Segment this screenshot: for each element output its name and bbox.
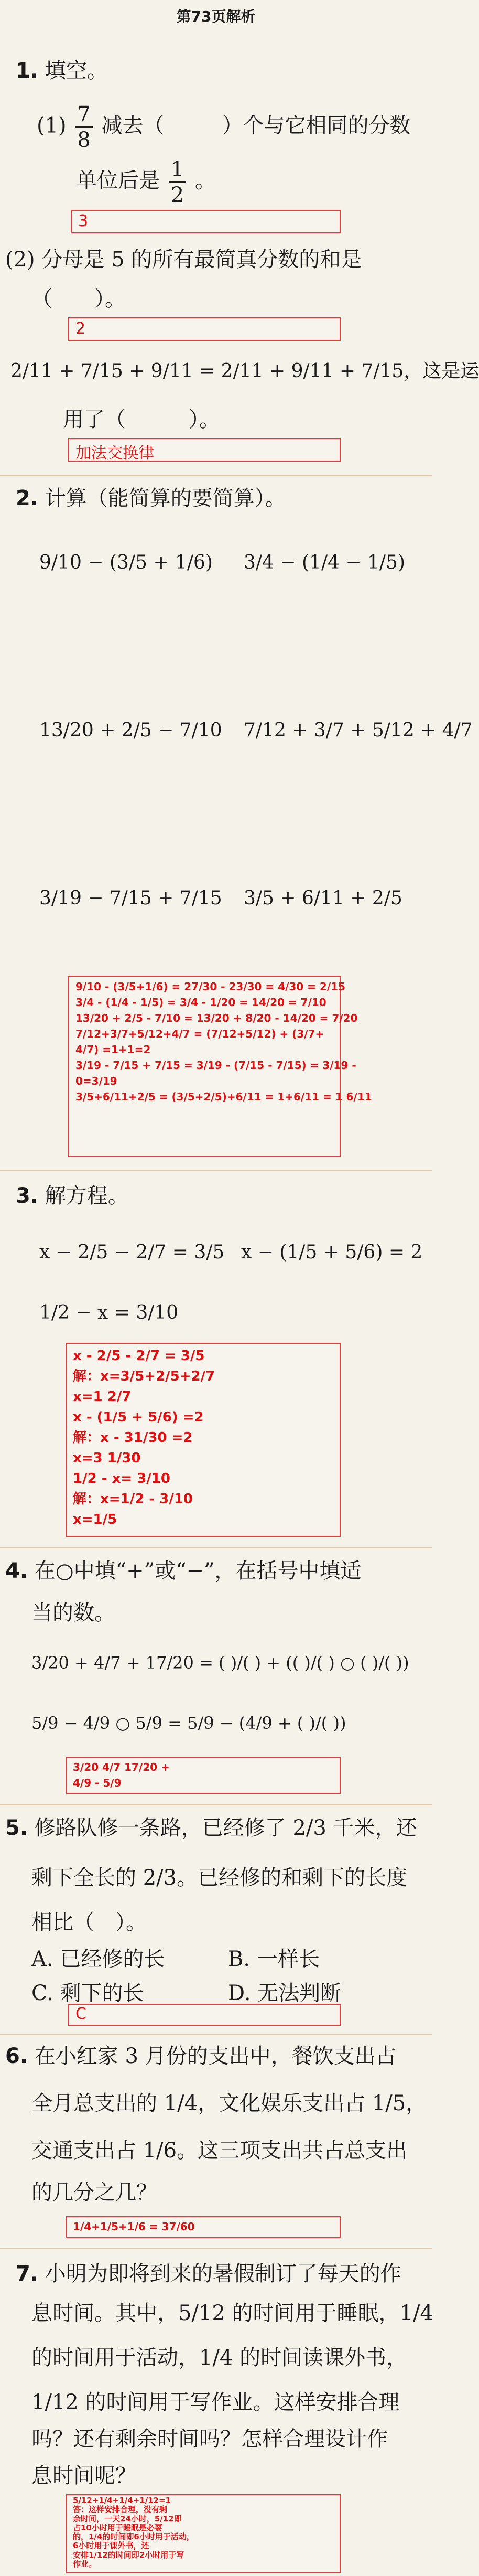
q7-line-3: 的时间用于活动，1/4 的时间读课外书， xyxy=(31,2346,408,2370)
q1-sub1-answer-box: 3 xyxy=(71,210,341,233)
q4-answer-box: 3/20 4/7 17/20 + 4/9 - 5/9 xyxy=(66,1757,341,1794)
q3-answer-box: x - 2/5 - 2/7 = 3/5 解：x=3/5+2/5+2/7 x=1 2/7 x - (1/5 + 5/6) =2 解：x - 31/30 =2 x=3 1/30 1/2 - x= 3/10 解：x=1/2 - 3/10 x=1/5 xyxy=(66,1343,341,1537)
q4-heading-line2: 当的数。 xyxy=(31,1601,115,1625)
q2-item-4: 7/12 + 3/7 + 5/12 + 4/7 xyxy=(244,720,473,741)
q1-sub3-answer-box: 加法交换律 xyxy=(68,438,341,462)
q3-eq-3: 1/2 − x = 3/10 xyxy=(39,1302,179,1323)
q3-eq-2: x − (1/5 + 5/6) = 2 xyxy=(241,1242,423,1263)
q5-line-3: 相比（ ）。 xyxy=(31,1910,147,1934)
q7-line-2: 息时间。其中，5/12 的时间用于睡眠，1/4 xyxy=(31,2301,433,2325)
q5-line-2: 剩下全长的 2/3。已经修的和剩下的长度 xyxy=(31,1866,408,1890)
fraction: $\frac{1}{2}$ xyxy=(169,157,186,207)
q1-sub2-line2: （ ）。 xyxy=(31,287,126,311)
q1-sub1-line2: 单位后是 $\frac{1}{2}$ 。 xyxy=(76,157,216,207)
q1-sub2-answer-box: 2 xyxy=(68,317,341,341)
q4-eq-1: 3/20 + 4/7 + 17/20 = ( )/( ) + (( )/( ) ○ ( )/( )) xyxy=(31,1653,409,1673)
q4-eq-2: 5/9 − 4/9 ○ 5/9 = 5/9 − (4/9 + ( )/( )) xyxy=(31,1713,346,1733)
q5-option-d: D. 无法判断 xyxy=(228,1981,342,2005)
q6-answer-box: 1/4+1/5+1/6 = 37/60 xyxy=(66,2216,341,2238)
q1-number: 1. xyxy=(16,59,39,83)
q7-line-5: 吗？还有剩余时间吗？怎样合理设计作 xyxy=(31,2427,388,2451)
q3-heading: 3. 解方程。 xyxy=(16,1184,129,1208)
q2-item-2: 3/4 − (1/4 − 1/5) xyxy=(244,552,406,573)
q6-line-3: 交通支出占 1/6。这三项支出共占总支出 xyxy=(31,2139,408,2163)
q5-answer-box: C xyxy=(68,2004,341,2026)
q5-line-1: 5. 修路队修一条路，已经修了 2/3 千米，还 xyxy=(5,1816,417,1840)
q1-sub2-line1: (2) 分母是 5 的所有最简真分数的和是 xyxy=(5,248,362,272)
q2-item-6: 3/5 + 6/11 + 2/5 xyxy=(244,888,402,909)
q6-line-2: 全月总支出的 1/4，文化娱乐支出占 1/5， xyxy=(31,2091,427,2115)
q1-sub3-line2: 用了（ ）。 xyxy=(63,408,220,432)
q2-answer-box: 9/10 - (3/5+1/6) = 27/30 - 23/30 = 4/30 = 2/15 3/4 - (1/4 - 1/5) = 3/4 - 1/20 = 14/20 = 7/10 13/20 + 2/5 - 7/10 = 13/20 + 8/20 - 14/20 = 7/20 7/12+3/7+5/12+4/7 = (7/12+5/12) + (3/7+ 4/7) =1+1=2 3/19 - 7/15 + 7/15 = 3/19 - (7/15 - 7/15) = 3/19 - 0=3/19 3/5+6/11+2/5 = (3/5+2/5)+6/11 = 1+6/11 = 1 6/11 xyxy=(68,976,341,1157)
q5-option-c: C. 剩下的长 xyxy=(31,1981,144,2005)
q7-answer-box: 5/12+1/4+1/4+1/12=1 答：这样安排合理，没有剩 余时间，一天24小时，5/12即 占10小时用于睡眠是必要 的，1/4的时间即6小时用于活动， 6小时用于课外书，还 安排1/12的时间即2小时用于写 作业。 xyxy=(66,2494,341,2573)
q4-heading: 4. 在○中填“+”或“−”，在括号中填适 xyxy=(5,1559,362,1583)
q1-heading xyxy=(16,58,108,84)
q1-sub3-line1: 2/11 + 7/15 + 9/11 = 2/11 + 9/11 + 7/15，这是运 xyxy=(10,360,479,382)
q5-option-b: B. 一样长 xyxy=(228,1947,320,1971)
q3-eq-1: x − 2/5 − 2/7 = 3/5 xyxy=(39,1242,225,1263)
q2-item-1: 9/10 − (3/5 + 1/6) xyxy=(39,552,213,573)
q1-title: 填空。 xyxy=(45,59,108,83)
page-title: 第73页解析 xyxy=(176,8,256,25)
q7-line-6: 息时间呢？ xyxy=(31,2464,136,2488)
fraction: $\frac{7}{8}$ xyxy=(75,102,92,152)
q5-option-a: A. 已经修的长 xyxy=(31,1947,165,1971)
q6-line-1: 6. 在小红家 3 月份的支出中，餐饮支出占 xyxy=(5,2044,397,2068)
q2-item-5: 3/19 − 7/15 + 7/15 xyxy=(39,888,222,909)
q7-line-4: 1/12 的时间用于写作业。这样安排合理 xyxy=(31,2390,400,2414)
q1-sub1-line1: (1) $\frac{7}{8}$ 减去（ ）个与它相同的分数 xyxy=(37,102,411,152)
q2-item-3: 13/20 + 2/5 − 7/10 xyxy=(39,720,222,741)
q6-line-4: 的几分之几？ xyxy=(31,2180,157,2205)
q2-heading: 2. 计算（能简算的要简算）。 xyxy=(16,486,286,510)
q7-line-1: 7. 小明为即将到来的暑假制订了每天的作 xyxy=(16,2262,401,2286)
